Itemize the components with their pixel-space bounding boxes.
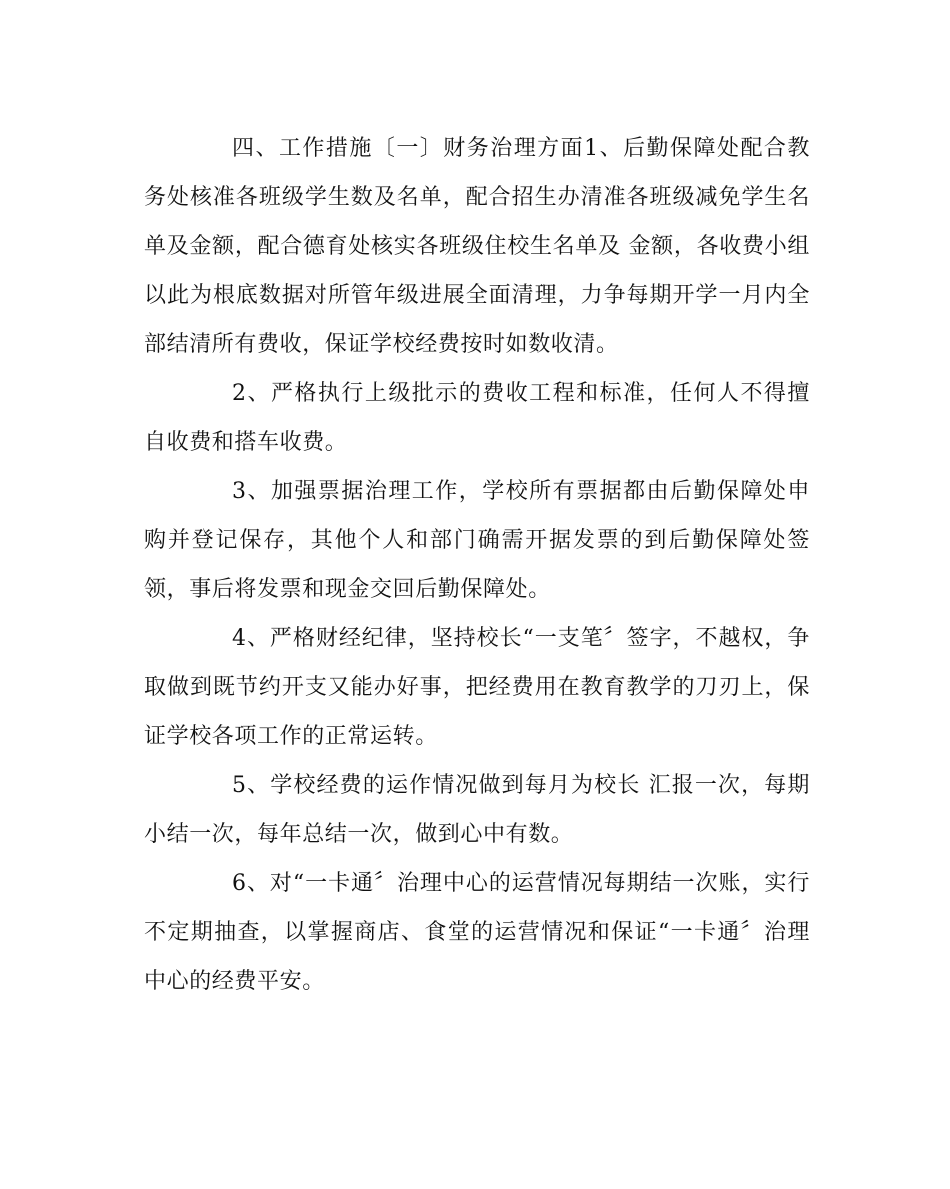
paragraph-work-measures-1: 四、工作措施〔一〕财务治理方面1、后勤保障处配合教务处核准各班级学生数及名单，配合招生办清准各班级减免学生名单及金额，配合德育处核实各班级住校生名单及 金额，各收费小组以此为根底数据对所管年级进展全面清理，力争每期开学一月内全部结清所有费收，保证学校经费按时如数收清。 xyxy=(144,136,810,357)
paragraph-item-6: 6、对“一卡通〞治理中心的运营情况每期结一次账，实行不定期抽查，以掌握商店、食堂的运营情况和保证“一卡通〞治理中心的经费平安。 xyxy=(144,871,810,994)
document-body xyxy=(144,124,810,1006)
paragraph-item-2: 2、严格执行上级批示的费收工程和标准，任何人不得擅自收费和搭车收费。 xyxy=(144,381,810,455)
paragraph-item-3: 3、加强票据治理工作，学校所有票据都由后勤保障处申购并登记保存，其他个人和部门确需开据发票的到后勤保障处签领，事后将发票和现金交回后勤保障处。 xyxy=(144,479,810,602)
paragraph-item-5: 5、学校经费的运作情况做到每月为校长 汇报一次，每期小结一次，每年总结一次，做到心中有数。 xyxy=(144,773,810,847)
paragraph-item-4: 4、严格财经纪律，坚持校长“一支笔〞签字，不越权，争取做到既节约开支又能办好事，把经费用在教育教学的刀刃上，保证学校各项工作的正常运转。 xyxy=(144,626,810,749)
